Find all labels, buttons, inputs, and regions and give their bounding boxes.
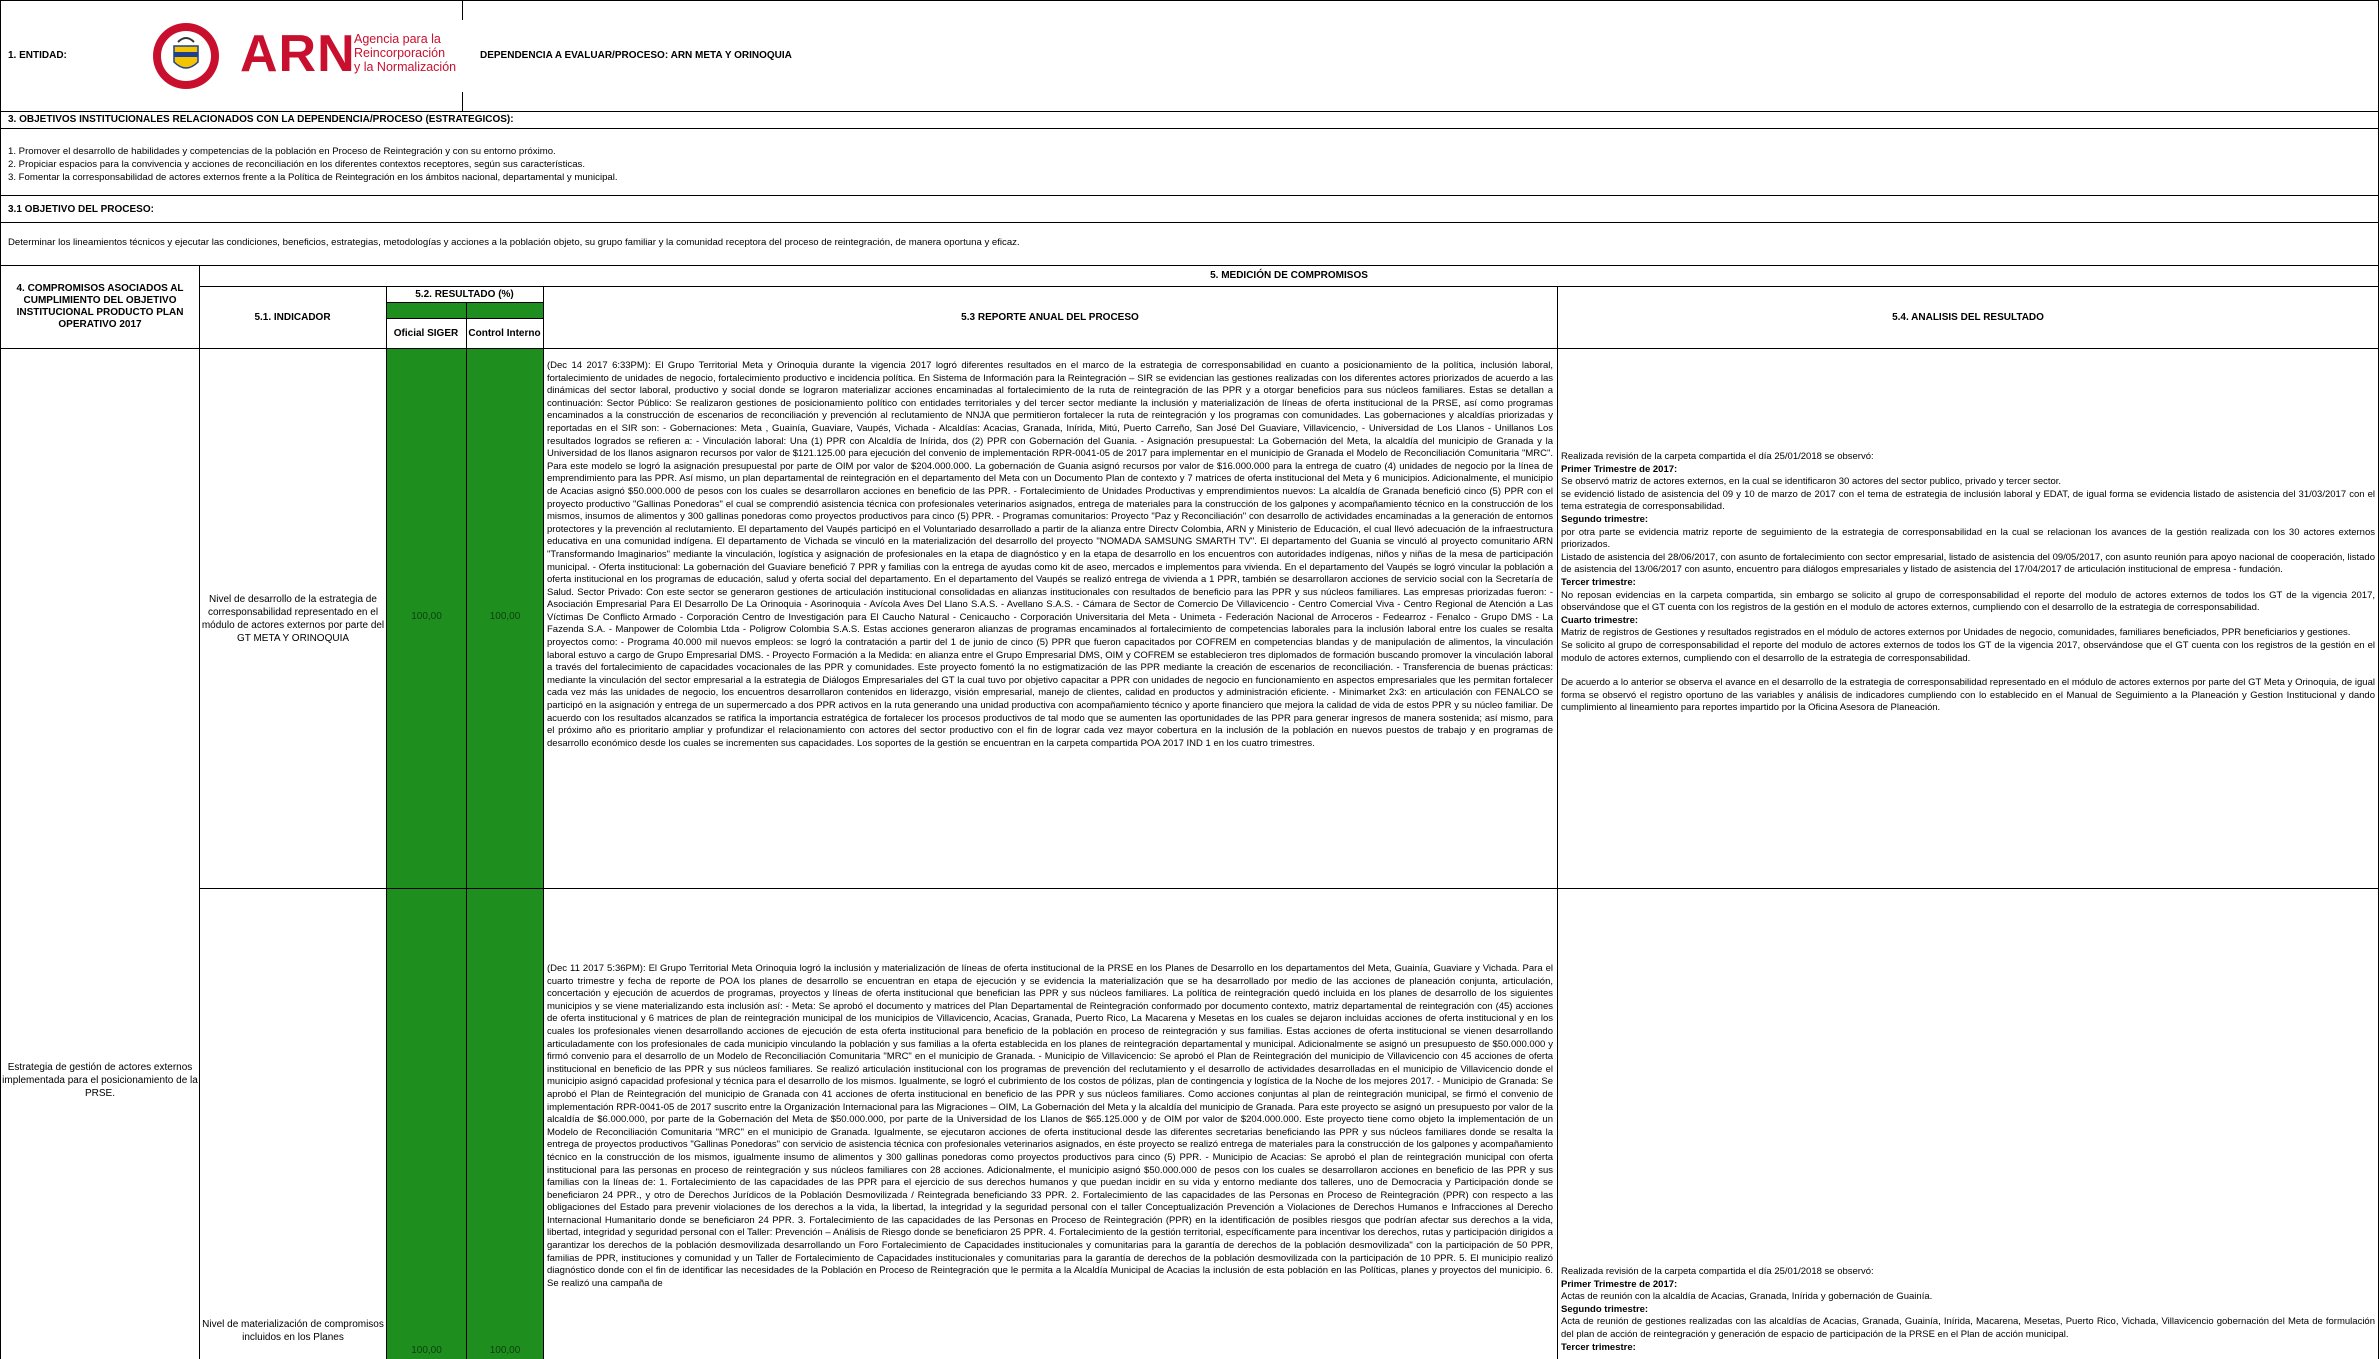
row1-analysis-line: Se solicito al grupo de corresponsabilidad el reporte del modulo de actores externos de todos los GT de la vigencia 2017, observándose que el GT cuenta con los registros de la gestión en el modulo de actores externos, cumpliendo con el desarrollo de la estrategia de corresponsabilidad. (1561, 639, 2375, 664)
dependency-line (480, 50, 792, 61)
colombia-seal-icon (152, 22, 220, 90)
siger-header: Oficial SIGER (393, 328, 459, 339)
row1-analysis-line: Primer Trimestre de 2017: (1561, 463, 1678, 475)
logo-subtitle: Agencia para la Reincorporación y la Normalización (354, 32, 457, 74)
row1-analysis-line: Listado de asistencia del 28/06/2017, con asunto de fortalecimiento con sector empresarial, listado de asistencia del 09/05/2017, con asunto reunión para apoyo nacional de cooperación, listado de asistencia del 13/06/2017 con asunto, encuentro para diálogos empresariales y listado de asistencia del 17/04/2017 de articulación institucional de empresa - fundación. (1561, 551, 2375, 576)
row1-indicator: Nivel de desarrollo de la estrategia de corresponsabilidad representado en el módulo de actores externos por parte del GT META Y ORINOQUIA (201, 594, 385, 644)
row1-analysis-line: No reposan evidencias en la carpeta compartida, sin embargo se solicito al grupo de corresponsabilidad el reporte del modulo de actores externos de todos los GT de la vigencia 2017, observándose que el GT cuenta con los registros de la gestión en el modulo de actores externos, cumpliendo con el desarrollo de la estrategia de corresponsabilidad. (1561, 589, 2375, 614)
objective-2: 2. Propiciar espacios para la convivencia y acciones de reconciliación en los diferentes contextos receptores, según sus características. (8, 159, 585, 170)
row2-analysis-line: Segundo trimestre: (1561, 1303, 1649, 1315)
header-divider-top (462, 0, 463, 20)
row1-analysis-line: Realizada revisión de la carpeta compartida el día 25/01/2018 se observó: (1561, 451, 1874, 462)
process-objective-title-row (0, 195, 2379, 223)
row2-analysis-line: Acta de reunión de gestiones realizadas con las alcaldías de Acacias, Granada, Guainía, Inírida, Macarena, Mesetas, Puerto Rico, Vichada, Villavicencio gobernación del Meta de formulación del plan de acción de reintegración y generación de espacio de participación de la PRSE en el Plan de acción municipal. (1561, 1316, 2375, 1340)
control-column-fill (467, 349, 543, 1359)
objective-1: 1. Promover el desarrollo de habilidades y competencias de la población en Proceso de Reintegración y con su entorno próximo. (8, 146, 556, 157)
analysis-header: 5.4. ANALISIS DEL RESULTADO (1892, 312, 2044, 323)
row2-analysis (1561, 1266, 2375, 1359)
row1-analysis-line: Se observó matriz de actores externos, en la cual se identificaron 30 actores del sector publico, privado y tercer sector. (1561, 476, 2062, 488)
row1-report: (Dec 14 2017 6:33PM): El Grupo Territorial Meta y Orinoquia durante la vigencia 2017 logró diferentes resultados en el marco de la estrategia de corresponsabilidad en cuanto a posicionamiento de la política, inclusión laboral, fortalecimiento de unidades de negocio, fortalecimiento productivo e incidencia política. En Sistema de Información para la Reintegración – SIR se evidencian las gestiones realizadas con los diferentes actores priorizados de acuerdo a las dinámicas del sector laboral, productivo y social donde se lograron materializar acciones encaminadas al fortalecimiento de la ruta de reintegración de las PPR y a otorgar beneficios para sus núcleos familiares. Estas se detallan a continuación: Sector Público: Se realizaron gestiones de posicionamiento político con entidades territoriales y del tercer sector mediante la inclusión y materialización de líneas de oferta institucional de la PRSE, así como programas encaminados a la construcción de escenarios de reconciliación y prevención al reclutamiento de NNJA que permitieron fortalecer la ruta de reintegración y los programas con comunidades. Las gobernaciones y alcaldías priorizadas y reportadas en el SIR son: - Gobernaciones: Meta , Guainía, Guaviare, Vaupés, Vichada - Alcaldías: Acacias, Granada, Inírida, Mitú, Puerto Carreño, San José Del Guaviare, Villavicencio, - Universidad de Los Llanos - Unillanos Los resultados logrados se refieren a: - Vinculación laboral: Una (1) PPR con Alcaldía de Inírida, dos (2) PPR con Gobernación del Guania. - Asignación presupuestal: La Gobernación del Meta, la alcaldía del municipio de Granada y la Universidad de los llanos asignaron recursos por valor de $121.125.00 para ejecución del convenio de implementación RPR-0041-05 de 2017 para implementar en el municipio de Granada el Modelo de Reconciliación Comunitaria "MRC". Para este modelo se logró la asignación presupuestal por parte de OIM por valor de $204.000.000. La gobernación de Guania asignó recursos por valor de $16.000.000 para la entrega de cuatro (4) unidades de negocio por la línea de emprendimiento para las PPR. Así mismo, un plan departamental de reintegración en el departamento del Meta con un Documento Plan de contexto y 7 matrices de oferta institucional del Meta y 6 municipios. Adicionalmente, el municipio de Acacias asignó $50.000.000 de pesos con los cuales se desarrollaron acciones en beneficio de las PPR. - Fortalecimiento de Unidades Productivas y emprendimientos nuevos: La alcaldía de Granada benefició cinco (5) PPR con el proyecto productivo "Gallinas Ponedoras" el cual se comprendió asistencia técnica con profesionales veterinarios asignados, entrega de materiales para la construcción de los galpones y acompañamiento técnico en la construcción de los mismos, insumos de alimentos y 300 gallinas ponedoras como proyectos productivos para cinco (5) PPR. - Programas comunitarios: Proyecto "Paz y Reconciliación" con desarrollo de actividades encaminadas a la generación de entornos protectores y la prevención al reclutamiento. El departamento del Vaupés participó en el Voluntariado desarrollado a partir de la alianza entre Directv Colombia, ARN y Ministerio de Educación, el cual llevó adecuación de la infraestructura educativa en una comunidad indígena. El departamento de Vichada se vinculó en la materialización del desarrollo del proyecto "NOMADA SAMSUNG SMARTH TV". El departamento del Guania se vinculó al proyecto comunitario ARN "Transformando Imaginarios" mediante la vinculación, logística y asignación de profesionales en la etapa de diagnóstico y en la etapa de desarrollo en los encuentros con autoridades indígenas, niños y niñas de la mesa de participación municipal. - Oferta institucional: La gobernación del Guaviare benefició 7 PPR y familias con la entrega de ayudas como kit de aseo, mercados e implementos para vivienda. En el departamento del Vaupés se logró vincular la población a oferta institucional en los programas de educación, salud y oferta social del departamento. En el departamento del Vaupés se realizó entrega de vivienda a 1 PPR, también se desarrollaron acciones de servicio social con la Secretaría de Salud. Sector Privado: Con este sector se generaron gestiones de articulación institucional consolidadas en alianzas institucionales con resultados de beneficio para las PPR y sus núcleos familiares. Las empresas priorizadas fueron: - Asociación Empresarial Para El Desarrollo De La Orinoquia - Asorinoquia - Avícola Aves Del Llano S.A.S. - Avellano S.A.S. - Cámara de Sector de Comercio De Villavicencio - Centro Comercial Viva - Centro Regional de Atención a Las Víctimas De Conflicto Armado - Corporación Centro de Investigación para El Caucho Natural - Cenicaucho - Corporación Universitaria del Meta - Unimeta - Federación Nacional de Arroceros - Fedearroz - Fenalco - Grupo DMS - La Fazenda S.A. - Manpower de Colombia Ltda - Poligrow Colombia S.A.S. Estas acciones generaron alianzas de programas encaminados al fortalecimiento de competencias laborales para la inclusión laboral entre los cuales se resalta proyectos como: - Programa 40.000 mil nuevos empleos: se logró la contratación a partir del 1 de junio de cinco (5) PPR que fueron capacitados por COFREM en competencias blandas y de manipulación de alimentos, la vinculación laboral estuvo a cargo de Grupo Empresarial DMS. - Proyecto Formación a la Medida: en alianza entre el Grupo Empresarial DMS, OIM y COFREM se establecieron tres diplomados de formación buscando promover la vinculación laboral a través del fortalecimiento de capacidades vocacionales de las PPR y comunidades. Este proyecto fomentó la no estigmatización de las PPR mediante la creación de escenarios de reconciliación. - Transferencia de buenas prácticas: mediante la vinculación del sector empresarial a la estrategia de Diálogos Empresariales del GT la cual tuvo por objetivo capacitar a PPR con unidades de negocio en funcionamiento en aspectos empresariales que les permitan fortalecer cada vez más las unidades de negocio, los encuentros desarrollaron contenidos en liderazgo, visión empresarial, manejo de clientes, calidad en productos y administración eficiente. - Minimarket 2x3: en articulación con FENALCO se participó en la asignación y entrega de un supermercado a dos PPR activos en la ruta generando una unidad productiva con acompañamiento técnico y aporte financiero que mejora la calidad de vida de estos PPR y su núcleo familiar. De acuerdo con los resultados alcanzados se ratifica la importancia estratégica de fortalecer los procesos productivos de tal modo que se aumenten las oportunidades de las PPR para generar ingresos de manera sostenida; así mismo, para el próximo año es prioritario ampliar y profundizar el relacionamiento con actores del sector productivo con el fin de lograr cada vez mayor cobertura en la inclusión de la población en nuevos puestos de trabajo y en programas de desarrollo económico desde los cuales se incrementen sus capacidades. Los soportes de la gestión se encuentran en la carpeta compartida POA 2017 IND 1 en los cuatro trimestres. (547, 360, 1553, 749)
row2-analysis-line: Realizada revisión de la carpeta compartida el día 25/01/2018 se observó: (1561, 1266, 1874, 1277)
row1-analysis-line: Cuarto trimestre: (1561, 614, 1639, 626)
row2-analysis-line: Actas de reunión con la alcaldía de Acacias, Granada, Inírida y gobernación de Guainía. (1561, 1291, 1933, 1303)
row2-siger: 100,00 (411, 1345, 442, 1356)
row2-indicator: Nivel de materialización de compromisos incluidos en los Planes (202, 1319, 384, 1343)
control-header: Control Interno (468, 328, 541, 339)
col5-header: 5. MEDICIÓN DE COMPROMISOS (1210, 270, 1368, 281)
report-header: 5.3 REPORTE ANUAL DEL PROCESO (961, 312, 1139, 323)
arn-logo (152, 20, 472, 90)
process-objective-title: 3.1 OBJETIVO DEL PROCESO: (8, 204, 154, 215)
header-divider-bottom (462, 92, 463, 112)
row1-analysis-line: Tercer trimestre: (1561, 576, 1636, 588)
row2-analysis-line: Primer Trimestre de 2017: (1561, 1278, 1678, 1290)
process-objective-text: Determinar los lineamientos técnicos y ejecutar las condiciones, beneficios, estrategias, metodologías y acciones a la población objeto, su grupo familiar y la comunidad receptora del proceso de reintegración, de manera oportuna y eficaz. (8, 237, 1020, 248)
dependency-label: DEPENDENCIA A EVALUAR/PROCESO: (480, 50, 669, 61)
siger-column-fill (387, 349, 466, 1359)
row2-report: (Dec 11 2017 5:36PM): El Grupo Territorial Meta Orinoquia logró la inclusión y materialización de líneas de oferta institucional de la PRSE en los Planes de Desarrollo en los departamentos del Meta, Guainía, Guaviare y Vichada. Para el cuarto trimestre y fecha de reporte de POA los planes de desarrollo se encuentran en etapa de ejecución y se evidencia la materialización que se ha desarrollado por medio de las acciones de planeación conjunta, articulación, concertación y ejecución de acuerdos de programas, proyectos y líneas de oferta institucional que benefician las PPR y sus núcleos familiares. La política de reintegración quedó incluida en los planes de desarrollo de los siguientes municipios y se viene materializando esta inclusión así: - Meta: Se aprobó el documento y matrices del Plan Departamental de Reintegración conformado por documento contexto, matriz departamental de reintegración con (45) acciones de oferta institucional y 6 matrices de plan de reintegración municipal de los municipios de Villavicencio, Acacias, Granada, Puerto Rico, La Macarena y Mesetas en los cuales se dejaron incluidas acciones de oferta institucional y en los cuales los profesionales vienen desarrollando acciones de ejecución de esta oferta institucional para beneficio de la población en proceso de reintegración y sus familias. Estas acciones de oferta institucional se vienen desarrollando articuladamente con los profesionales de cada municipio vinculando la población y sus familias a la oferta establecida en los planes de reintegración departamental y municipal. Adicionalmente se asignó un presupuesto de $50.000.000 y firmó convenio para el desarrollo de un Modelo de Reconciliación Comunitaria "MRC" en el municipio de Granada. - Municipio de Villavicencio: Se aprobó el Plan de Reintegración del municipio de Villavicencio con 45 acciones de oferta institucional en beneficio de las PPR y sus núcleos familiares. Se realizó articulación institucional con los programas de prevención del reclutamiento y el desarrollo de actividades desarrolladas en el municipio de Villavicencio donde el municipio asignó capacidad profesional y técnica para el desarrollo de los mismos. Igualmente, se logró el cubrimiento de los costos de pólizas, plan de contingencia y logística de la Noche de los mejores 2017. - Municipio de Granada: Se aprobó el Plan de Reintegración del municipio de Granada con 41 acciones de oferta institucional en beneficio de las PPR y sus núcleos familiares. Como acciones conjuntas al plan de reintegración municipal, se firmó el convenio de implementación RPR-0041-05 de 2017 suscrito entre la Organización Internacional para las Migraciones – OIM, La Gobernación del Meta y la alcaldía del municipio de Granada. Para este proyecto se asignó un presupuesto por valor de la alcaldía de $6.000.000, por parte de la Gobernación del Meta de $50.000.000, por parte de la Universidad de los Llanos de $65.125.000 y de OIM por valor de $204.000.000. Este proyecto tiene como objeto la implementación de un Modelo de Reconciliación Comunitaria "MRC" en el municipio de Granada. Igualmente, se ejecutaron acciones de oferta institucional desde las diferentes secretarias beneficiando las PPR y sus núcleos familiares donde se resalta la entrega de proyectos productivos "Gallinas Ponedoras" con servicio de asistencia técnica con profesionales veterinarios asignados, en éste proyecto se realizó entrega de materiales para la construcción de los galpones y acompañamiento técnico en la construcción de los mismos, igualmente insumo de alimentos y 300 gallinas ponedoras como proyectos productivos para cinco (5) PPR. - Municipio de Acacias: Se aprobó el plan de reintegración municipal con oferta institucional para las personas en proceso de reintegración y sus núcleos familiares con 28 acciones. Adicionalmente, el municipio asignó $50.000.000 de pesos con los cuales se desarrollaron acciones en beneficio de las PPR y sus familias con la líneas de: 1. Fortalecimiento de las capacidades de las PPR para el ejercicio de sus derechos humanos y que puedan incidir en su vida y entorno mediante dos talleres, uno de Democracia y Participación donde se beneficiaron 24 PPR., y otro de Derechos Jurídicos de la Población Desmovilizada / Reintegrada beneficiando 33 PPR. 2. Fortalecimiento de las capacidades de las Personas en Proceso de Reintegración (PPR) con respecto a las obligaciones del Estado para prevenir violaciones de los derechos a la vida, la libertad, la integridad y la seguridad personal con el taller Conceptualización Prevención a Violaciones de Derechos Humanos e Infracciones al Derecho Internacional Humanitario donde se beneficiaron 24 PPR. 3. Fortalecimiento de las capacidades de las Personas en Proceso de Reintegración (PPR) en la identificación de posibles riesgos que podrían afectar sus derechos a la vida, libertad, integridad y seguridad personal con el Taller: Prevención – Análisis de Riesgo donde se beneficiaron 25 PPR. 4. Fortalecimiento de la gestión territorial, específicamente para incentivar los derechos, rutas y participación dirigidos a garantizar los derechos de la población desmovilizada desarrollando un Foro Fortalecimiento de Capacidades institucionales y comunitarias para la garantía de derechos de la población desmovilizada" con la participación de 50 PPR, familias de PPR, instituciones y comunidad y un Taller de Fortalecimiento de Capacidades institucionales y comunitarias para la garantía de derechos de la población desmovilizada con la participación de 10 PPR. 5. El municipio realizó diagnóstico donde con el fin de identificar las necesidades de la Población en Proceso de Reintegración que le permita a la Alcaldía Municipal de Acacias la inclusión de esta población en las Políticas, planes y proyectos del municipio. 6. Se realizó una campaña de (547, 963, 1553, 1289)
row1-control: 100,00 (489, 611, 521, 622)
objective-3: 3. Fomentar la corresponsabilidad de actores externos frente a la Política de Reintegración en los ámbitos nacional, departamental y municipal. (8, 172, 618, 183)
row1-analysis-line: se evidenció listado de asistencia del 09 y 10 de marzo de 2017 con el tema de estrategia de inclusión laboral y EDAT, de igual forma se evidencia listado de asistencia del 31/03/2017 con el tema estrategia de corresponsabilidad. (1561, 488, 2375, 513)
dependency-value: ARN META Y ORINOQUIA (670, 50, 792, 61)
indicator-header: 5.1. INDICADOR (254, 312, 331, 323)
entity-label: 1. ENTIDAD: (8, 50, 67, 61)
row1-analysis-line: Matriz de registros de Gestiones y resultados registrados en el módulo de actores externos por Unidades de negocio, comunidades, familiares beneficiados, PPR beneficiarios y gestiones. (1561, 627, 2351, 639)
commitment-cell: Estrategia de gestión de actores externos implementada para el posicionamiento de la PRSE. (2, 1061, 198, 1099)
siger-header-fill (387, 303, 466, 318)
row2-control: 100,00 (489, 1345, 521, 1356)
control-header-fill (467, 303, 543, 318)
row1-siger: 100,00 (411, 611, 442, 622)
col4-header: 4. COMPROMISOS ASOCIADOS AL CUMPLIMIENTO DEL OBJETIVO INSTITUCIONAL PRODUCTO PLAN OPERATIVO 2017 (16, 283, 184, 330)
row1-analysis-line: De acuerdo a lo anterior se observa el avance en el desarrollo de la estrategia de corresponsabilidad representado en el módulo de actores externos por parte del GT Meta y Orinoquia, de igual forma se observó el registro oportuno de las variables y análisis de indicadores cumpliendo con lo establecido en el Manual de Seguimiento a la Planeación y Gestion Institucional y dando cumplimiento al lineamiento para reportes impartido por la Oficina Asesora de Planeación. (1561, 677, 2375, 714)
objectives-title: 3. OBJETIVOS INSTITUCIONALES RELACIONADOS CON LA DEPENDENCIA/PROCESO (ESTRATEGICOS): (8, 114, 514, 125)
row1-analysis-line (1561, 665, 2375, 677)
logo-brand: ARN (240, 25, 356, 83)
row2-analysis-line: Tercer trimestre: (1561, 1341, 1636, 1353)
row1-analysis (1561, 451, 2375, 851)
row1-analysis-line: Segundo trimestre: (1561, 513, 1649, 525)
row1-analysis-line: por otra parte se evidencia matriz reporte de seguimiento de la estrategia de corresponsabilidad en la cual se relacionan los avances de la gestión realizada con los 30 actores externos priorizados. (1561, 526, 2375, 551)
result-header: 5.2. RESULTADO (%) (415, 288, 514, 300)
